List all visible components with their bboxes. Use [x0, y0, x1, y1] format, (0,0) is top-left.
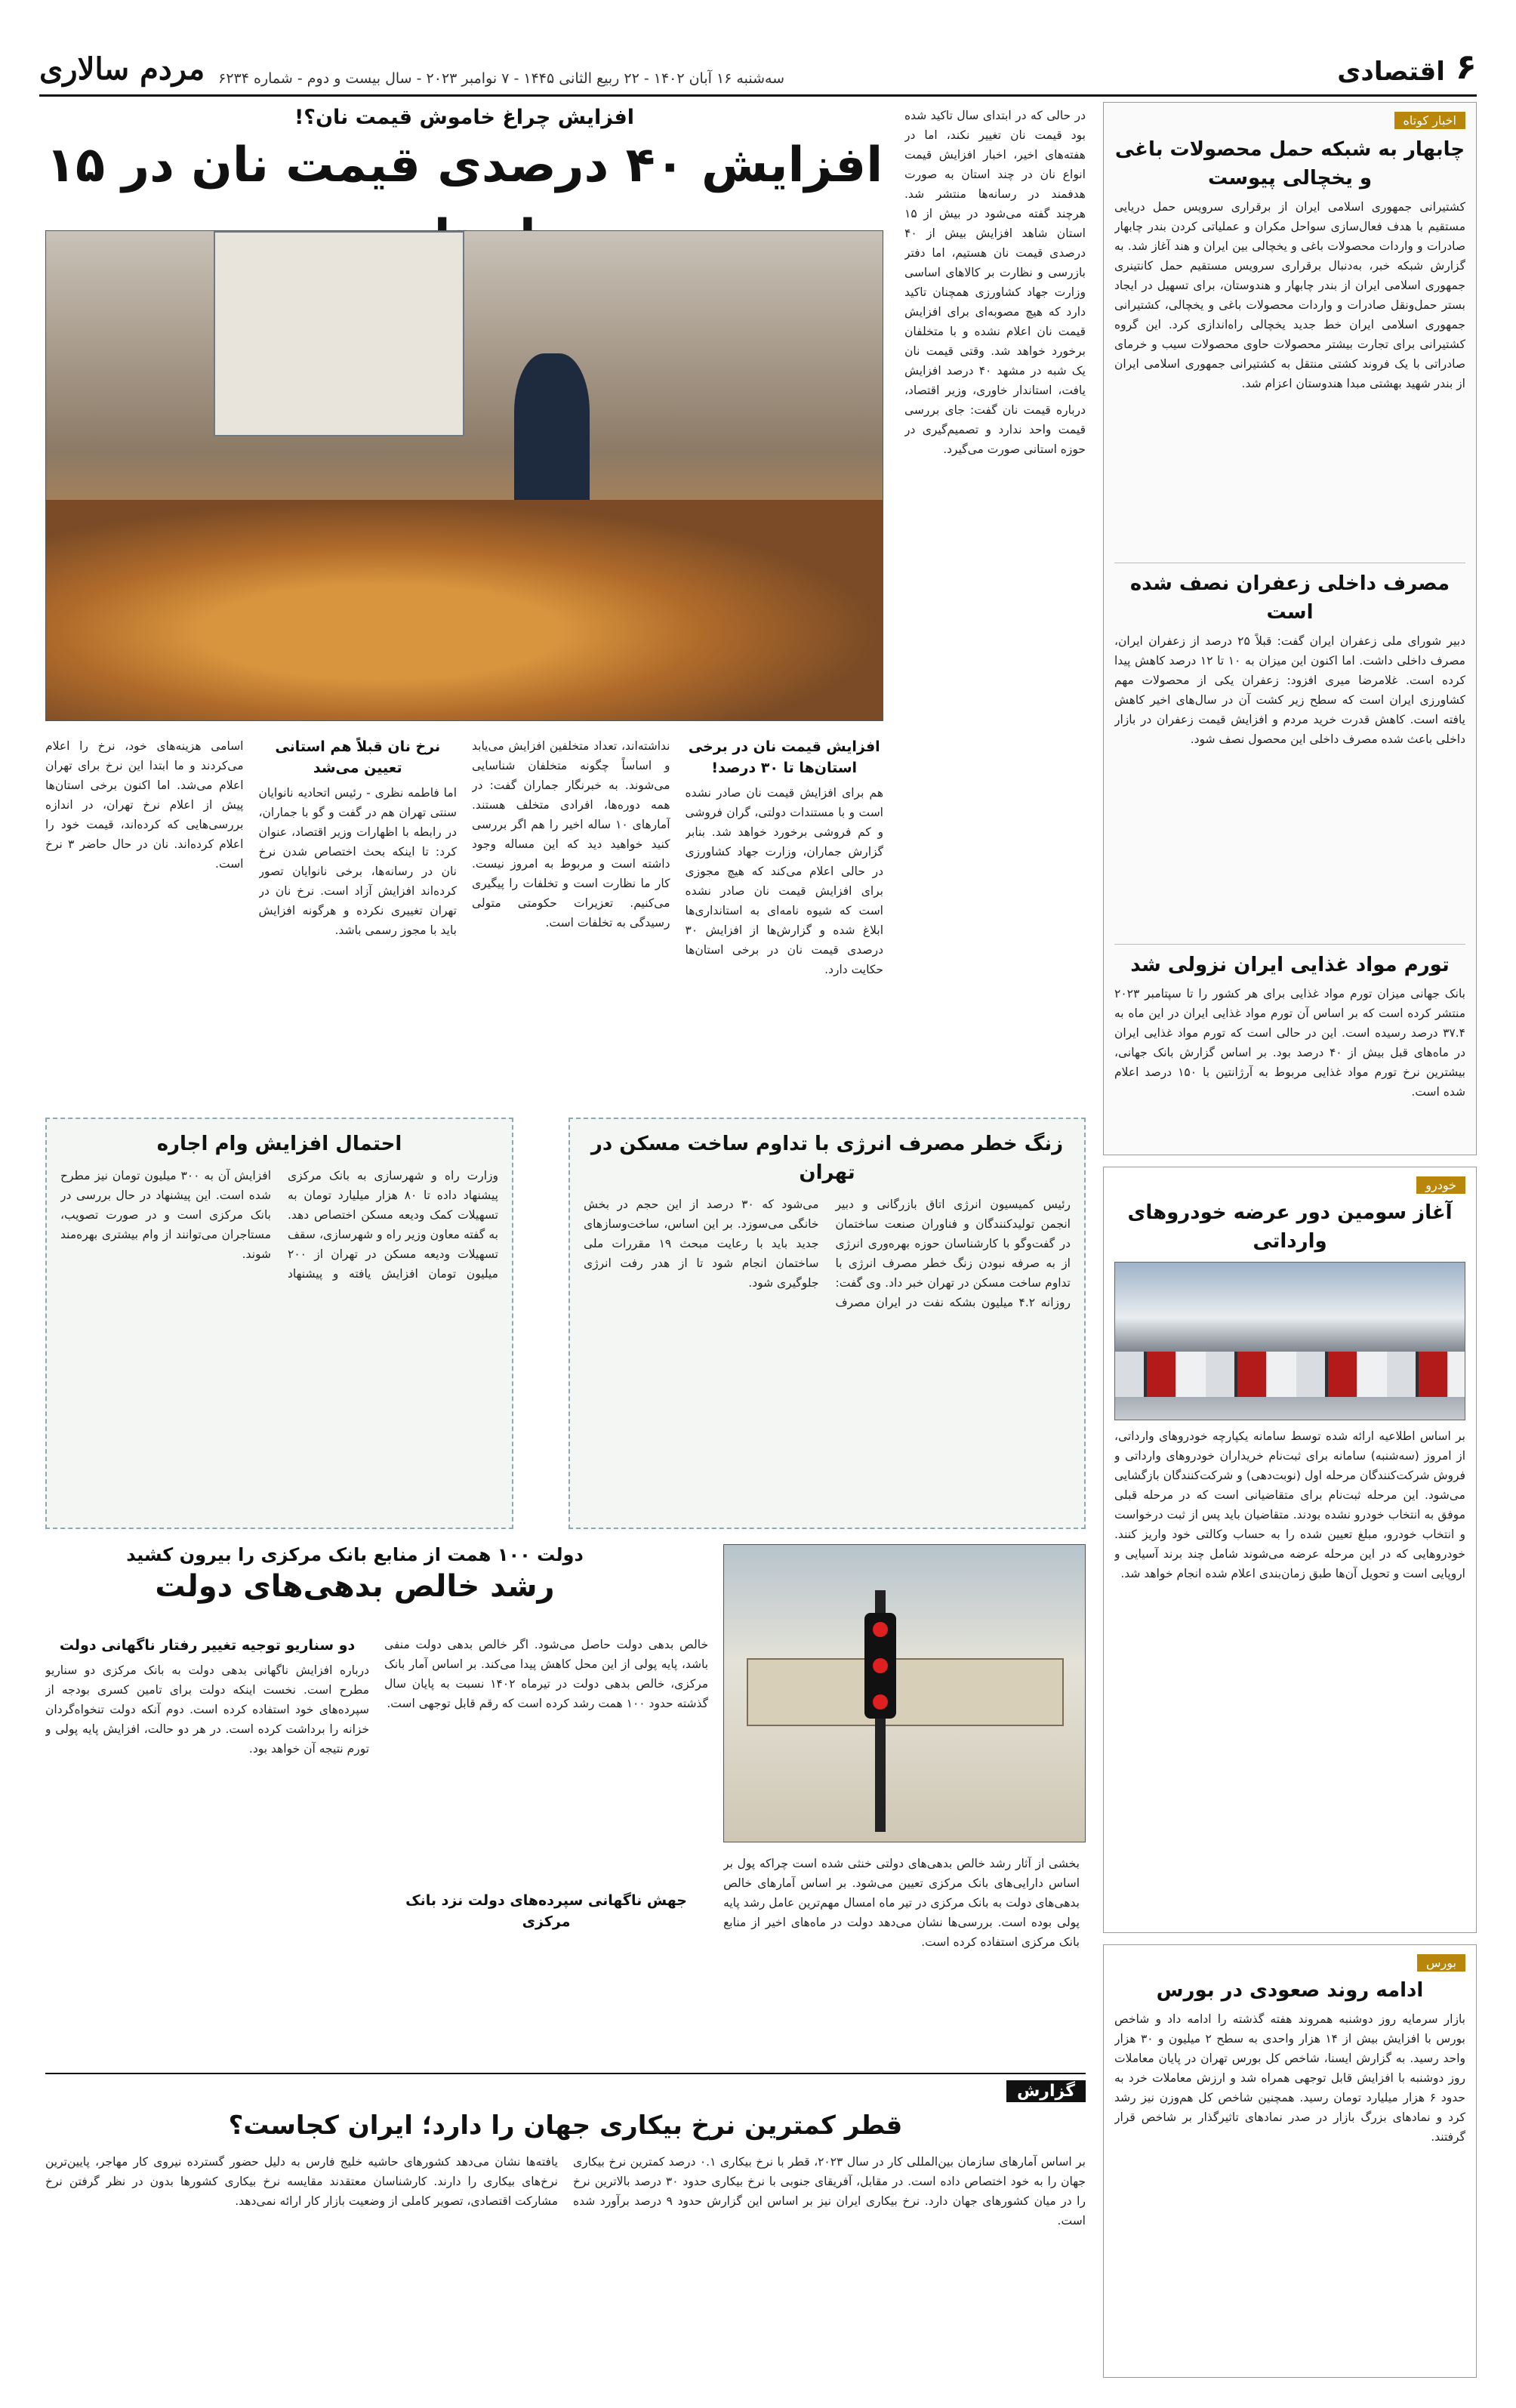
debt-text-a: بخشی از آثار رشد خالص بدهی‌های دولتی خنثی شده است چراکه پول بر اساس دارایی‌های بانک مرکزی تعیین می‌شود. بر اساس آمارهای خالص بدهی‌های دولت به بانک مرکزی در تیر ماه امسال مهم‌ترین عامل رشد پایه پولی بوده است. بررسی‌ها نشان می‌دهد دولت در ماه‌های اخیر از منابع بانک مرکزی استفاده کرده است.	[723, 1857, 1080, 1949]
debt-text-c: درباره افزایش ناگهانی بدهی دولت به بانک مرکزی دو سناریو مطرح است. نخست اینکه دولت برای تامین کسری بودجه از سپرده‌های خود استفاده کرده است. دوم آنکه دولت تنخواه‌گردان خزانه را برداشت کرده است. در هر دو حالت، افزایش پایه پولی و تورم نتیجه آن خواهد بود.	[45, 1663, 370, 1756]
news-text-food-inflation: بانک جهانی میزان تورم مواد غذایی برای هر کشور را تا سپتامبر ۲۰۲۳ منتشر کرده است که بر اساس آن تورم مواد غذایی ایران در این ماه به ۳۷.۴ درصد رسیده است. این در حالی است که تورم مواد غذایی ایران در ماه‌های قبل بیش از ۴۰ درصد بود. بر اساس گزارش بانک جهانی، بیشترین نرخ تورم مواد غذایی مربوط به آرژانتین با ۱۵۰ درصد اعلام شده است.	[1114, 987, 1465, 1099]
debt-kicker: دولت ۱۰۰ همت از منابع بانک مرکزی را بیرون کشید	[126, 1544, 584, 1565]
debt-heading	[45, 1544, 664, 1608]
lead-subhead-2: نرخ نان قبلاً هم استانی تعیین می‌شد	[275, 738, 441, 776]
lead-columns	[45, 736, 883, 1091]
news-title-chabahar: چابهار به شبکه حمل محصولات باغی و یخچالی پیوست	[1114, 138, 1465, 190]
report-text-b: یافته‌ها نشان می‌دهد کشورهای حاشیه خلیج فارس به دلیل حضور گسترده نیروی کار مهاجر، پایین‌ترین نرخ‌های بیکاری را دارند. کارشناسان معتقدند مقایسه نرخ بیکاری کشورها بدون در نظر گرفتن نرخ مشارکت اقتصادی، تصویر کاملی از وضعیت بازار کار ارائه نمی‌دهد.	[45, 2155, 558, 2208]
news-text-saffron: دبیر شورای ملی زعفران ایران گفت: قبلاً ۲۵ درصد از زعفران ایران، مصرف داخلی داشت. اما اکنون این میزان به ۱۰ تا ۱۲ درصد کاهش پیدا کرده است. غلامرضا میری افزود: زعفران یکی از محصولات مهم کشاورزی ایران است که سطح زیر کشت آن در سال‌های اخیر کاهش یافته است. کاهش قدرت خرید مردم و افزایش قیمت زعفران در بازار داخلی باعث شده مصرف داخلی این محصول نصف شود.	[1114, 634, 1465, 746]
news-text-bourse: بازار سرمایه روز دوشنبه همروند هفته گذشته را ادامه داد و شاخص بورس با افزایش بیش از ۱۴ هزار واحدی به سطح ۲ میلیون و ۳۰ هزار واحد رسید. به گزارش ایسنا، شاخص کل بورس تهران در پایان معاملات روز دوشنبه با افزایش قابل توجهی همراه شد و ارزش معاملات خرد به حدود ۶ هزار میلیارد تومان رسید. همچنین شاخص کل هم‌وزن نیز رشد کرد و نمادهای بزرگ بازار در صدر نمادهای تاثیرگذار بر شاخص قرار گرفتند.	[1114, 2012, 1465, 2144]
lead-text-e: اسامی هزینه‌های خود، نرخ را اعلام می‌کردند و ما ابتدا این نرخ برای تهران اعلام می‌شد. اما اکنون برخی استان‌ها پیش از اعلام نرخ تهران، در اندازه بررسی‌هایی که کرده‌اند، قیمت خود را اعلام کرده‌اند. نان در حال حاضر ۳ نرخ است.	[45, 739, 244, 871]
lead-col-4	[45, 736, 244, 1091]
lead-col-1	[686, 736, 884, 1091]
sidebar	[1103, 102, 1477, 2378]
bakery-photo	[45, 230, 883, 721]
debt-headline: رشد خالص بدهی‌های دولت	[155, 1569, 555, 1604]
news-title-saffron: مصرف داخلی زعفران نصف شده است	[1114, 563, 1465, 627]
bourse-tag: بورس	[1417, 1954, 1465, 1972]
rent-loan-title: احتمال افزایش وام اجاره	[156, 1133, 402, 1155]
report-headline: قطر کمترین نرخ بیکاری جهان را دارد؛ ایران کجاست؟	[228, 2110, 903, 2141]
report-tag: گزارش	[1006, 2080, 1086, 2102]
lead-kicker: افزایش چراغ خاموش قیمت نان؟!	[294, 106, 635, 129]
report-text-a: بر اساس آمارهای سازمان بین‌المللی کار در سال ۲۰۲۳، قطر با نرخ بیکاری ۰.۱ درصد کمترین نرخ بیکاری جهان را به خود اختصاص داده است. در مقابل، آفریقای جنوبی با نرخ بیکاری حدود ۳۰ درصد بالاترین نرخ را در میان کشورهای جهان دارد. نرخ بیکاری ایران نیز بر اساس این گزارش حدود ۹ درصد برآورد شده است.	[573, 2155, 1086, 2228]
debt-subhead-2: جهش ناگهانی سپرده‌های دولت نزد بانک مرکزی	[405, 1892, 687, 1930]
energy-housing-text: رئیس کمیسیون انرژی اتاق بازرگانی و دبیر انجمن تولیدکنندگان و فناوران صنعت ساختمان در گفت‌وگو با کارشناسان حوزه بهره‌وری انرژی از به صرفه نبودن زنگ خطر مصرف انرژی با تداوم ساخت مسکن در تهران خبر داد. وی گفت: روزانه ۴.۲ میلیون بشکه نفت در ایران مصرف می‌شود که ۳۰ درصد از این حجم در بخش خانگی می‌سوزد. بر این اساس، ساخت‌وسازهای جدید باید با رعایت مبحث ۱۹ مقررات ملی ساختمان انجام شود تا از هدر رفت انرژی جلوگیری شود.	[584, 1198, 1071, 1309]
short-news-tag: اخبار کوتاه	[1394, 112, 1465, 129]
page-number: ۶	[1455, 46, 1477, 87]
news-text-chabahar: کشتیرانی جمهوری اسلامی ایران از برقراری سرویس حمل دریایی مستقیم با هدف فعال‌سازی سواحل مکران و عملیاتی کردن بندر چابهار صادرات و واردات محصولات باغی و یخچالی بین ایران و هند آغاز شد. به گزارش شبکه خبر، به‌دنبال برقراری سرویس مستقیم حمل کانتینری جمهوری اسلامی ایران از بندر چابهار و هندوستان، برای تسهیل در ایجاد بستر حمل‌ونقل صادرات و واردات محصولات باغی و یخچالی، کشتیرانی جمهوری اسلامی ایران خط جدید یخچالی راه‌اندازی کرد. این گروه کشتیرانی برای تجارت بیشتر محصولات حاوی محصولات سیب و خرمای صادراتی با یک فروند کشتی منتقل به کشتیرانی جمهوری اسلامی ایران از بندر شهید بهشتی مبدا هندوستان اعزام شد.	[1114, 200, 1465, 390]
report-col-2	[45, 2152, 558, 2371]
masthead	[39, 39, 1477, 97]
rent-loan-box	[45, 1118, 513, 1529]
debt-col-2	[384, 1635, 708, 2046]
lead-text-d: اما فاطمه نظری - رئیس اتحادیه نانوایان سنتی تهران هم در گفت و گو با جماران، در رابطه با اظهارات وزیر اقتصاد، عنوان کرد: تا اینکه بحث اختصاص شدن نرخ نان در رسانه‌ها، برخی نانوایان تصور کرده‌اند افزایش آزاد است. نرخ نان در تهران تغییری نکرده و هرگونه افزایش باید با مجوز رسمی باشد.	[258, 786, 457, 937]
lead-subhead-1: افزایش قیمت نان در برخی استان‌ها تا ۳۰ درصد!	[688, 738, 880, 776]
debt-text-b: خالص بدهی دولت حاصل می‌شود. اگر خالص بدهی دولت منفی باشد، پایه پولی از این محل کاهش پیدا می‌کند. بر اساس آمار بانک مرکزی، خالص بدهی دولت در تیرماه ۱۴۰۲ نسبت به پایان سال گذشته حدود ۱۰۰ همت رشد کرده است که رقم قابل توجهی است.	[384, 1638, 709, 1710]
news-text-imported-cars: بر اساس اطلاعیه ارائه شده توسط سامانه یکپارچه خودروهای وارداتی، از امروز (سه‌شنبه) سامانه برای ثبت‌نام خریداران خودروهای وارداتی و فروش شرکت‌کنندگان مرحله اول (نوبت‌دهی) و شرکت‌کنندگان بازگشایی می‌شود. این مرحله ثبت‌نام برای متقاضیانی است که در مرحله قبلی موفق به انتخاب خودرو نشده بودند. متقاضیان باید پس از ثبت درخواست و انتخاب خودرو، مبلغ تعیین شده را به حساب وکالتی خود واریز کنند. خودروهایی که در این مرحله عرضه می‌شوند شامل چند برند آسیایی و اروپایی است و تحویل آن‌ها طبق زمان‌بندی اعلام شده انجام خواهد شد.	[1114, 1429, 1465, 1580]
debt-columns	[45, 1635, 1080, 2046]
lead-col-2	[472, 736, 670, 1091]
section-title: اقتصادی	[1337, 57, 1445, 87]
lead-headline: افزایش ۴۰ درصدی قیمت نان در ۱۵	[45, 137, 883, 193]
bourse-news-box	[1103, 1944, 1477, 2378]
lead-text-c: نداشته‌اند، تعداد متخلفین افزایش می‌یابد و اساساً چگونه متخلفان شناسایی می‌شوند. به خبرنگار جماران گفت: در همه دوره‌ها، افرادی متخلف هستند. آمارهای ۱۰ ساله اخیر را هم اگر بررسی کنید خواهید دید که این مساله وجود داشته است و مربوط به امروز نیست. کار ما نظارت است و تخلفات را پیگیری می‌کنیم. تعزیرات حکومتی متولی رسیدگی به تخلفات است.	[472, 739, 670, 930]
lead-text-b: هم برای افزایش قیمت نان صادر نشده است و با مستندات دولتی، گران فروشی و کم فروشی برخورد خواهد شد. بنابر گزارش جماران، وزارت جهاد کشاورزی در حالی اعلام می‌کند که هیچ مجوزی برای افزایش قیمت نان صادر نشده است که شیوه نامه‌ای به استانداری‌ها ابلاغ شده و گزارش‌ها از افزایش ۳۰ درصدی قیمت نان در برخی استان‌ها حکایت دارد.	[685, 786, 883, 976]
news-title-imported-cars: آغاز سومین دور عرضه خودروهای وارداتی	[1127, 1201, 1453, 1253]
newspaper-logo: مردم سالاری	[39, 51, 205, 87]
energy-housing-title: زنگ خطر مصرف انرژی با تداوم ساخت مسکن در تهران	[590, 1133, 1064, 1184]
debt-col-1	[723, 1635, 1080, 2046]
news-title-bourse: ادامه روند صعودی در بورس	[1156, 1979, 1424, 2002]
rent-loan-text: وزارت راه و شهرسازی به بانک مرکزی پیشنهاد داده تا ۸۰ هزار میلیارد تومان به تسهیلات کمک ودیعه مسکن اختصاص دهد. به گفته معاون وزیر راه و شهرسازی، سقف تسهیلات ودیعه مسکن در تهران از ۲۰۰ میلیون تومان افزایش یافته و پیشنهاد افزایش آن به ۳۰۰ میلیون تومان نیز مطرح شده است. این پیشنهاد در حال بررسی در بانک مرکزی است و در صورت تصویب، مستاجران می‌توانند از وام بیشتری بهره‌مند شوند.	[60, 1169, 498, 1281]
short-news-box	[1103, 102, 1477, 1155]
auto-news-box	[1103, 1167, 1477, 1933]
report-columns	[45, 2152, 1086, 2371]
debt-subhead-1: دو سناریو توجیه تغییر رفتار ناگهانی دولت	[59, 1637, 356, 1654]
auto-tag: خودرو	[1416, 1176, 1465, 1194]
lead-col-3	[259, 736, 458, 1091]
energy-housing-box	[568, 1118, 1086, 1529]
news-title-food-inflation: تورم مواد غذایی ایران نزولی شد	[1114, 944, 1465, 979]
report-col-1	[573, 2152, 1086, 2371]
date-line: سه‌شنبه ۱۶ آبان ۱۴۰۲ - ۲۲ ربیع الثانی ۱۴۴۵ - ۷ نوامبر ۲۰۲۳ - سال بیست و دوم - شماره ۶۲۳۴	[218, 70, 785, 87]
report-rule	[45, 2073, 1086, 2074]
cars-photo	[1114, 1262, 1465, 1420]
lead-text-column-a: در حالی که در ابتدای سال تاکید شده بود قیمت نان تغییر نکند، اما در هفته‌های اخیر، اخبار افزایش قیمت انواع نان در چند استان به صورت هدفمند در رسانه‌ها منتشر شد. هرچند گفته می‌شود در بیش از ۱۵ استان شاهد افزایش بیش از ۴۰ درصدی قیمت نان هستیم، اما دفتر بازرسی و نظارت بر کالاهای اساسی وزارت جهاد کشاورزی همچنان تاکید دارد که هیچ مصوبه‌ای برای افزایش قیمت نان اعلام نشده و با متخلفان برخورد خواهد شد. وقتی قیمت نان یک شبه در مشهد ۴۰ درصد افزایش یافت، استاندار خاوری، وزیر اقتصاد، درباره قیمت نان گفت: جای بررسی قیمت واحد ندارد و تصمیم‌گیری در حوزه استانی صورت می‌گیرد.	[904, 109, 1086, 456]
debt-col-3	[45, 1635, 369, 2046]
